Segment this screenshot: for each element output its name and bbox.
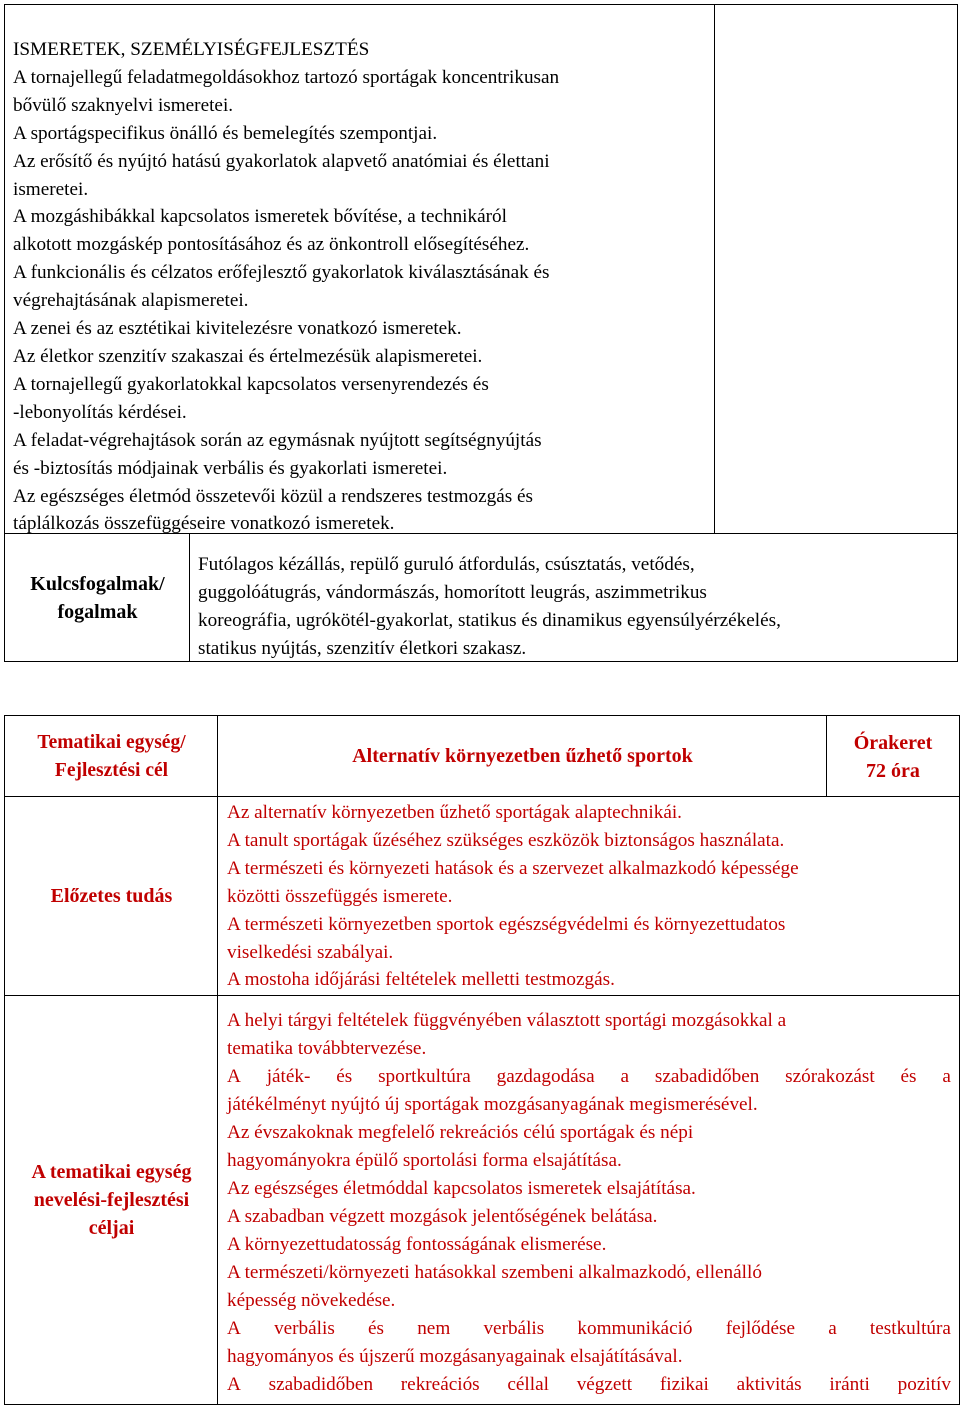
- key-concepts-line: statikus nyújtás, szenzitív életkori szakasz.: [198, 638, 527, 659]
- goal-word: a: [828, 1318, 837, 1339]
- prior-line: A tanult sportágak űzéséhez szükséges eszközök biztonságos használata.: [227, 829, 785, 851]
- goal-word: a: [942, 1066, 951, 1087]
- key-concepts-label-line: fogalmak: [57, 600, 138, 623]
- goal-word: és: [368, 1318, 384, 1339]
- goal-line: hagyományokra épülő sportolási forma elsajátítása.: [227, 1150, 622, 1171]
- unit-label-line: Fejlesztési cél: [54, 759, 169, 781]
- prior-line: A mostoha időjárási feltételek melletti testmozgás.: [227, 969, 615, 991]
- goal-word: fizikai: [659, 1374, 709, 1395]
- knowledge-line: Az életkor szenzitív szakaszai és értelmezésük alapismeretei.: [13, 345, 483, 367]
- key-concepts-line: guggolóátugrás, vándormászás, homorított leugrás, aszimmetrikus: [198, 582, 707, 603]
- goal-line: A természeti/környezeti hatásokkal szembeni alkalmazkodó, ellenálló: [227, 1262, 762, 1283]
- prior-knowledge-label: Előzetes tudás: [50, 885, 173, 907]
- goal-word: rekreációs: [400, 1374, 480, 1395]
- goals-text: [227, 1007, 951, 1399]
- goal-word: és: [336, 1066, 353, 1087]
- knowledge-line: A zenei és az esztétikai kivitelezésre vonatkozó ismeretek.: [13, 318, 462, 340]
- prior-line: közötti összefüggés ismerete.: [227, 885, 453, 907]
- goal-word: sportkultúra: [378, 1066, 471, 1087]
- goal-line: [227, 1371, 951, 1399]
- goal-line: játékélményt nyújtó új sportágak mozgásanyagának megismerésével.: [227, 1094, 758, 1115]
- goal-line: A helyi tárgyi feltételek függvényében választott sportági mozgásokkal a: [227, 1010, 787, 1031]
- key-concepts-cell: [189, 533, 958, 662]
- prior-line: A természeti környezetben sportok egészségvédelmi és környezettudatos: [227, 913, 786, 935]
- knowledge-line: ismeretei.: [13, 178, 89, 200]
- goal-line: Az egészséges életmóddal kapcsolatos ismeretek elsajátítása.: [227, 1178, 696, 1199]
- prior-line: A természeti és környezeti hatások és a szervezet alkalmazkodó képessége: [227, 857, 799, 879]
- unit-label: [4, 715, 218, 797]
- goal-line: hagyományos és újszerű mozgásanyagainak elsajátításával.: [227, 1346, 683, 1367]
- knowledge-text: [13, 36, 559, 538]
- prior-line: Az alternatív környezetben űzhető sportágak alaptechnikái.: [227, 802, 682, 823]
- goal-line: tematika továbbtervezése.: [227, 1038, 427, 1059]
- knowledge-line: A sportágspecifikus önálló és bemelegítés szempontjai.: [13, 122, 438, 144]
- goal-word: pozitív: [897, 1374, 951, 1395]
- unit-title: Alternatív környezetben űzhető sportok: [352, 745, 693, 767]
- goal-word: A: [227, 1318, 241, 1339]
- knowledge-line: A feladat-végrehajtások során az egymásnak nyújtott segítségnyújtás: [13, 429, 542, 451]
- goal-word: testkultúra: [869, 1318, 951, 1339]
- knowledge-line: ISMERETEK, SZEMÉLYISÉGFEJLESZTÉS: [13, 39, 370, 60]
- goal-line: [227, 1063, 951, 1091]
- knowledge-line: Az erősítő és nyújtó hatású gyakorlatok alapvető anatómiai és élettani: [13, 150, 550, 172]
- knowledge-line: -lebonyolítás kérdései.: [13, 401, 187, 423]
- goal-word: A: [227, 1066, 241, 1087]
- empty-cell: [714, 4, 958, 534]
- unit-label-line: Tematikai egység/: [37, 731, 186, 753]
- knowledge-line: végrehajtásának alapismeretei.: [13, 290, 249, 312]
- goals-cell: [217, 995, 960, 1405]
- key-concepts-line: Futólagos kézállás, repülő guruló átfordulás, csúsztatás, vetődés,: [198, 554, 695, 575]
- goal-word: és: [900, 1066, 917, 1087]
- key-concepts-label: [4, 533, 190, 662]
- prior-knowledge-cell: [217, 796, 960, 996]
- goal-word: végzett: [576, 1374, 633, 1395]
- key-concepts-line: koreográfia, ugrókötél-gyakorlat, statikus és dinamikus egyensúlyérzékelés,: [198, 610, 781, 631]
- hours-cell: [826, 715, 960, 797]
- goal-word: A: [227, 1374, 241, 1395]
- knowledge-line: alkotott mozgáskép pontosításához és az önkontroll elősegítéséhez.: [13, 234, 530, 256]
- key-concepts-label-line: Kulcsfogalmak/: [30, 572, 165, 595]
- goal-word: nem: [417, 1318, 451, 1339]
- knowledge-line: és -biztosítás módjainak verbális és gyakorlati ismeretei.: [13, 457, 448, 479]
- goal-word: céllal: [507, 1374, 549, 1395]
- knowledge-line: bővülő szaknyelvi ismeretei.: [13, 94, 234, 116]
- prior-line: viselkedési szabályai.: [227, 941, 394, 963]
- knowledge-line: Az egészséges életmód összetevői közül a rendszeres testmozgás és: [13, 485, 534, 507]
- goal-word: iránti: [829, 1374, 870, 1395]
- knowledge-line: táplálkozás összefüggéseire vonatkozó ismeretek.: [13, 513, 395, 535]
- goals-label-line: nevelési-fejlesztési: [33, 1189, 190, 1211]
- goal-line: A környezettudatosság fontosságának elismerése.: [227, 1234, 607, 1255]
- goal-word: fejlődése: [725, 1318, 795, 1339]
- goal-word: gazdagodása: [496, 1066, 595, 1087]
- goal-line: A szabadban végzett mozgások jelentőségének belátása.: [227, 1206, 658, 1227]
- goal-line: Az évszakoknak megfelelő rekreációs célú sportágak és népi: [227, 1122, 694, 1143]
- goal-word: a: [620, 1066, 630, 1087]
- knowledge-cell: [4, 4, 715, 534]
- goal-line: képesség növekedése.: [227, 1290, 396, 1311]
- goals-label-line: céljai: [88, 1217, 135, 1239]
- knowledge-line: A tornajellegű gyakorlatokkal kapcsolatos versenyrendezés és: [13, 373, 489, 395]
- prior-knowledge-text: [227, 799, 799, 994]
- goal-word: aktivitás: [736, 1374, 802, 1395]
- goal-word: kommunikáció: [577, 1318, 693, 1339]
- hours-label: Órakeret: [853, 731, 933, 754]
- hours-value: 72 óra: [866, 759, 920, 782]
- goal-word: szabadidőben: [268, 1374, 374, 1395]
- goals-label-line: A tematikai egység: [31, 1161, 192, 1183]
- key-concepts-text: [198, 551, 781, 663]
- goals-label: [4, 995, 218, 1405]
- goal-line: [227, 1315, 951, 1343]
- knowledge-line: A mozgáshibákkal kapcsolatos ismeretek bővítése, a technikáról: [13, 206, 507, 228]
- prior-knowledge-label-cell: [4, 796, 218, 996]
- goal-word: játék-: [266, 1066, 311, 1087]
- knowledge-line: A tornajellegű feladatmegoldásokhoz tartozó sportágak koncentrikusan: [13, 66, 560, 88]
- goal-word: szabadidőben: [654, 1066, 760, 1087]
- unit-title-cell: [217, 715, 827, 797]
- goal-word: szórakozást: [785, 1066, 875, 1087]
- knowledge-line: A funkcionális és célzatos erőfejlesztő gyakorlatok kiválasztásának és: [13, 262, 550, 284]
- goal-word: verbális: [483, 1318, 545, 1339]
- goal-word: verbális: [274, 1318, 335, 1339]
